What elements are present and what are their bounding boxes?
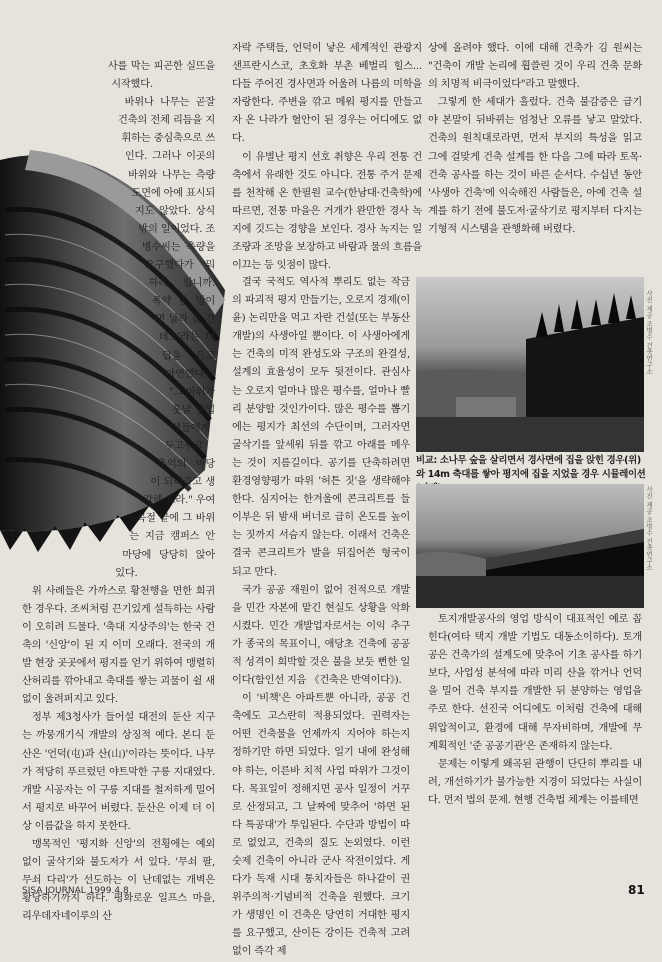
paragraph: 바위나 나무는 곧잘 건축의 전체 리듬을 지휘하는 중심축으로 쓰인다. 그러나 이곳의 바위와 나무는 측량 도면에 아예 표시되지도 않았다. 상식 밖의 일이었다. 조병수씨는 측량을 요구했다가 '뭐하러 합니까. 폭약 한 방이면 날라 갈 건데...'라는 대답을 듣고 아연했다. "그 바위가 훗날 졸업생들에게 두고두고 추억의 마당이 되리라고 생각해 보라." 우여곡절 끝에 그 바위는 지금 캠퍼스 안마당에 당당히 앉아 있다. (115, 97, 215, 579)
paragraph: 자락 주택들, 언덕이 낳은 세계적인 관광지 샌프란시스코, 초호화 부촌 베벌리 힐스... 다들 주어진 경사면과 어울려 나름의 미학을 자랑한다. 주변을 깎고 메워 평지를 만들고자 온 나라가 혈안이 된 경우는 어디에도 없다. (232, 43, 422, 145)
paragraph: 상에 올려야 했다. 이에 대해 건축가 김 원씨는 "건축이 개발 논리에 휩쓸린 것이 우리 건축 문화의 치명적 비극이었다"라고 말했다. (428, 43, 642, 91)
article-column-3-continued (428, 611, 642, 810)
photo-retaining-wall-simulation (416, 484, 644, 608)
article-column-2 (232, 40, 422, 275)
publication-footer: SISA JOURNAL 1999.4.8 (22, 886, 129, 896)
photo-credit: 사진 제공 조병수 건축연구소 (645, 486, 653, 571)
paragraph: 그렇게 한 세대가 흘렀다. 건축 불감증은 급기야 본말이 뒤바뀌는 엄청난 오류를 낳고 말았다. 건축의 원칙대로라면, 먼저 부지의 특성을 읽고 그에 걸맞게 건축 설계를 한 다음 그에 따라 토목·건축 공사를 하는 것이 바른 순서다. 수십년 동안 '사생아 건축'에 익숙해진 사람들은, 아예 건축 설계를 하기 전에 불도저·굴삭기로 평지부터 다지는 기형적 시스템을 관행화해 버렸다. (428, 97, 642, 235)
photo-credit: 사진 제공 조병수 건축연구소 (645, 290, 653, 375)
article-column-2-continued (232, 274, 410, 962)
paragraph: 이 '비책'은 아파트뿐 아니라, 공공 건축에도 고스란히 적용되었다. 권력자는 어떤 건축물을 언제까지 지어야 하는지 정하기만 하면 되었다. 일기 내에 완성해야 하는, 이른바 치적 사업 따위가 그것이다. 목표일이 정해지면 공사 일정이 거꾸로 산정되고, 그 날짜에 맞추어 '하면 된다 특공대'가 투입된다. 수단과 방법이 따로 없었고, 건축의 질도 논외였다. 이런 숫제 건축이 아니라 군사 작전이었다. 게다가 독재 시대 통치자들은 하나같이 권위주의적·기념비적 건축을 원했다. 크기가 생명인 이 건축은 당연히 거대한 평지를 요구했고, 산이든 강이든 건축적 고려 없이 즉각 제 (232, 693, 410, 958)
paragraph: 결국 국적도 역사적 뿌리도 없는 작금의 파괴적 평지 만들기는, 오로지 경제(이윤) 논리만을 먹고 자란 건설(또는 부동산 개발)의 사생아일 뿐이다. 이 사생아에게는 건축의 미적 완성도와 구조의 완결성, 설계의 효율성이 모두 뒷전이다. 관심사는 오로지 얼마나 많은 평수를, 얼마나 빨리 분양할 것인가이다. 많은 평수를 뽑기에는 평지가 최선의 수단이며, 그러자면 굴삭기를 앞세워 뒤를 깎고 아래를 메우는 것이 지름길이다. 공기를 단축하려면 환경영향평가 따위 '허튼 짓'을 생략해야 한다. 심지어는 한겨울에 콘크리트를 들이부은 뒤 밤새 버너로 급히 온도를 높이는 짓까지 서슴지 않는다. 이래서 건축은 결국 콘크리트가 발을 뒤집어쓴 형국이 되고 만다. (232, 277, 410, 578)
paragraph: 정부 제3청사가 들어설 대전의 둔산 지구는 까뭉개기식 개발의 상징적 예다. 본디 둔산은 '언덕(屯)과 산(山)'이라는 뜻이다. 나무가 적당히 푸르렀던 야트막한 구릉 지대였다. 개발 시공자는 이 구릉 지대를 철저하게 밀어서 평지로 바꾸어 버렸다. 둔산은 이제 더 이상 이름값을 하지 못한다. (22, 712, 215, 832)
page-number: 81 (628, 883, 645, 897)
article-column-3 (428, 40, 642, 239)
paragraph: 이 유별난 평지 선호 취향은 우리 전통 건축에서 유래한 것도 아니다. 전통 주거 문제를 천착해 온 한필원 교수(한남대·건축학)에 따르면, 전통 마을은 거개가 완만한 경사 녹지에 깃드는 경향을 보인다. 경사 녹지는 일조량과 조망을 보장하고 바람과 물의 흐름을 이끄는 등 잇점이 많다. (232, 151, 422, 272)
paragraph: 위 사례들은 가까스로 황천행을 면한 희귀한 경우다. 조씨처럼 끈기있게 설득하는 사람이 오히려 드물다. '축대 지상주의'는 한국 건축의 '신앙'이 된 지 이미 오래다. 전국의 개발 현장 곳곳에서 평지를 얻기 위하여 맹렬히 산허리를 깎아내고 축대를 쌓는 괴물이 쉴 새 없이 울려퍼지고 있다. (22, 585, 215, 706)
article-column-1 (22, 58, 215, 927)
paragraph: 사를 막는 피곤한 실뜨을 시작했다. (107, 61, 215, 91)
photo-pine-forest-slope (416, 277, 644, 452)
photo-caption: 비교: 소나무 숲을 살리면서 경사면에 집을 앉힌 경우(위)와 14m 축대를 쌓아 평지에 집을 지었을 경우 시뮬레이션 (416, 455, 646, 480)
paragraph: 토지개발공사의 영업 방식이 대표적인 예로 꼽힌다(여타 택지 개발 기법도 대동소이하다). 토개공은 건축가의 설계도에 맞추어 기초 공사를 하기보다, 사업성 분석에 따라 미리 산을 깎거나 언덕을 밀어 건축 부지를 개발한 뒤 분양하는 영업을 주로 한다. 선진국 어디에도 이처럼 건축에 대해 위압적이고, 환경에 대해 무자비하며, 개발에 무계획적인 '준 공공기관'은 존재하지 않는다. (428, 614, 642, 752)
paragraph: 문제는 이렇게 왜곡된 관행이 단단히 뿌리를 내려, 개선하기가 불가능한 지경이 되었다는 사실이다. 먼저 법의 문제. 현행 건축법 체계는 이를테면 (428, 758, 642, 806)
paragraph: 국가 공공 재원이 없어 전적으로 개발을 민간 자본에 맡긴 현실도 상황을 악화시켰다. 민간 개발업자로서는 이익 추구가 종국의 목표이니, 애당초 건축에 공공적 성격이 희박할 것은 불을 보듯 뻔한 일이다(함인선 지음 《건축은 반역이다》). (232, 584, 410, 687)
paragraph: 맹목적인 '평지화 신앙'의 전횡에는 예외 없이 굴삭기와 불도저가 서 있다. '무쇠 팔, 무쇠 다리'가 선도하는 이 난데없는 개벽은 황당하기까지 하다. 평화로운 일프스 마을, 리우데자네이루의 산 (22, 839, 215, 923)
